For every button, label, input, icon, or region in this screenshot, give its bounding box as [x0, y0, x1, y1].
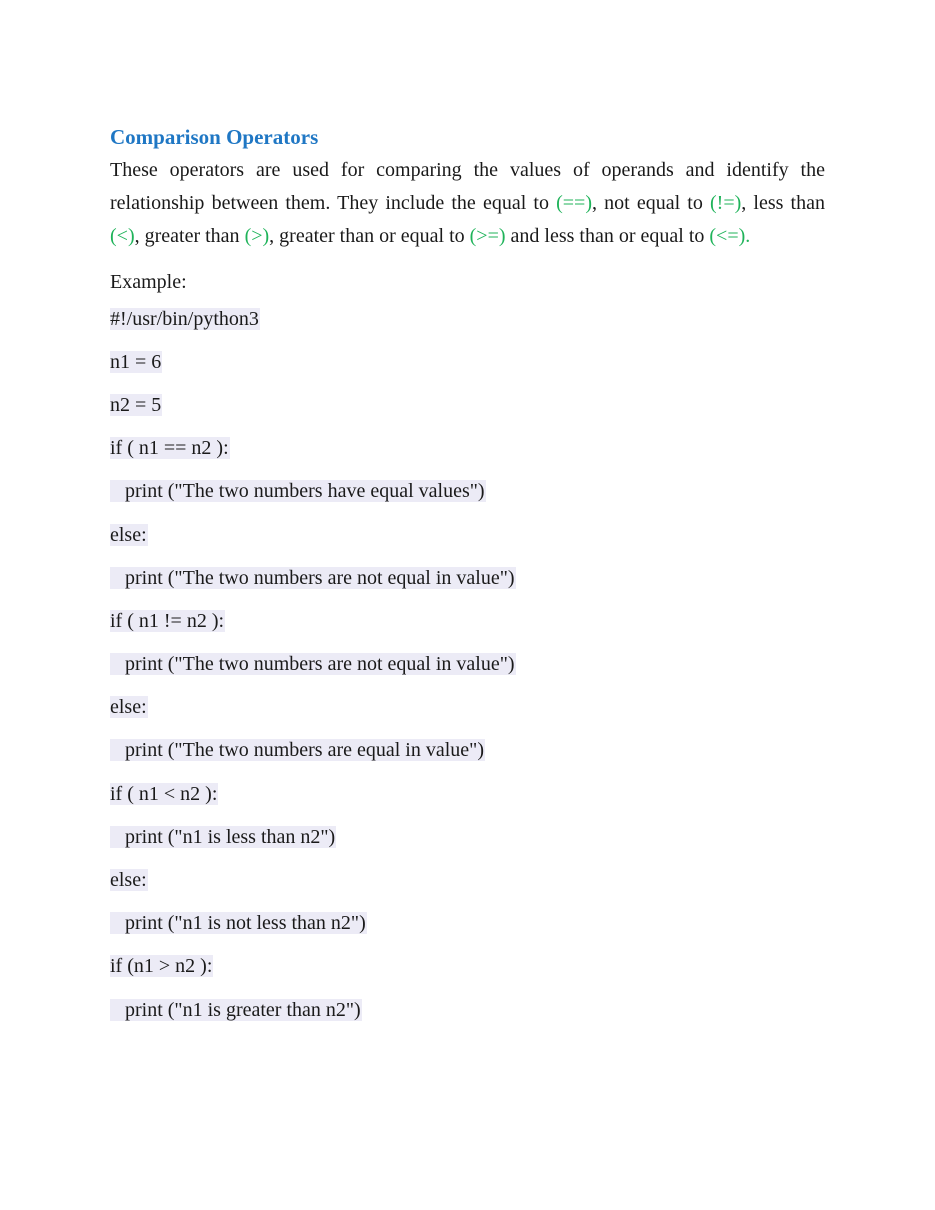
- operator-equal: (==): [556, 192, 592, 214]
- intro-text-2: , not equal to: [592, 192, 710, 214]
- document-page: [110, 122, 825, 1031]
- operator-not-equal: (!=): [710, 192, 742, 214]
- code-line: [110, 988, 825, 1031]
- code-text: print ("n1 is greater than n2"): [110, 998, 361, 1021]
- intro-text-5: , greater than or equal to: [269, 225, 470, 247]
- code-text: print ("The two numbers have equal values"): [110, 480, 485, 503]
- code-line: [110, 772, 825, 815]
- code-text: print ("The two numbers are equal in value"): [110, 739, 484, 762]
- code-line: [110, 340, 825, 383]
- code-line: [110, 427, 825, 470]
- code-line: [110, 686, 825, 729]
- code-block: [110, 297, 825, 1031]
- code-text: print ("The two numbers are not equal in value"): [110, 653, 515, 676]
- code-text: n1 = 6: [110, 350, 162, 373]
- operator-greater-than: (>): [244, 225, 270, 247]
- code-line: [110, 297, 825, 340]
- code-line: [110, 556, 825, 599]
- code-line: [110, 902, 825, 945]
- code-text: if ( n1 < n2 ):: [110, 782, 218, 805]
- operator-less-than: (<): [110, 225, 135, 247]
- code-text: if ( n1 != n2 ):: [110, 609, 225, 632]
- code-text: print ("n1 is not less than n2"): [110, 912, 366, 935]
- code-text: print ("n1 is less than n2"): [110, 825, 336, 848]
- intro-text-4: , greater than: [134, 225, 245, 247]
- code-text: else:: [110, 696, 147, 719]
- code-line: [110, 729, 825, 772]
- code-text: print ("The two numbers are not equal in value"): [110, 566, 515, 589]
- code-line: [110, 858, 825, 901]
- code-text: if ( n1 == n2 ):: [110, 437, 229, 460]
- code-text: #!/usr/bin/python3: [110, 307, 259, 330]
- intro-paragraph: [110, 154, 825, 253]
- code-line: [110, 643, 825, 686]
- code-line: [110, 945, 825, 988]
- code-text: if (n1 > n2 ):: [110, 955, 213, 978]
- code-line: [110, 599, 825, 642]
- code-line: [110, 815, 825, 858]
- intro-text-6: and less than or equal to: [505, 225, 710, 247]
- section-heading: Comparison Operators: [110, 125, 319, 149]
- example-label: Example:: [110, 271, 187, 293]
- intro-text-3: , less than: [741, 192, 825, 214]
- code-line: [110, 383, 825, 426]
- operator-greater-equal: (>=): [469, 225, 506, 247]
- code-line: [110, 470, 825, 513]
- code-text: n2 = 5: [110, 393, 162, 416]
- code-line: [110, 513, 825, 556]
- operator-less-equal: (<=).: [709, 225, 751, 247]
- code-text: else:: [110, 869, 147, 892]
- intro-text-1: These operators are used for comparing the values of operands and identify the relationship between them. They include the equal to: [110, 159, 825, 214]
- code-text: else:: [110, 523, 147, 546]
